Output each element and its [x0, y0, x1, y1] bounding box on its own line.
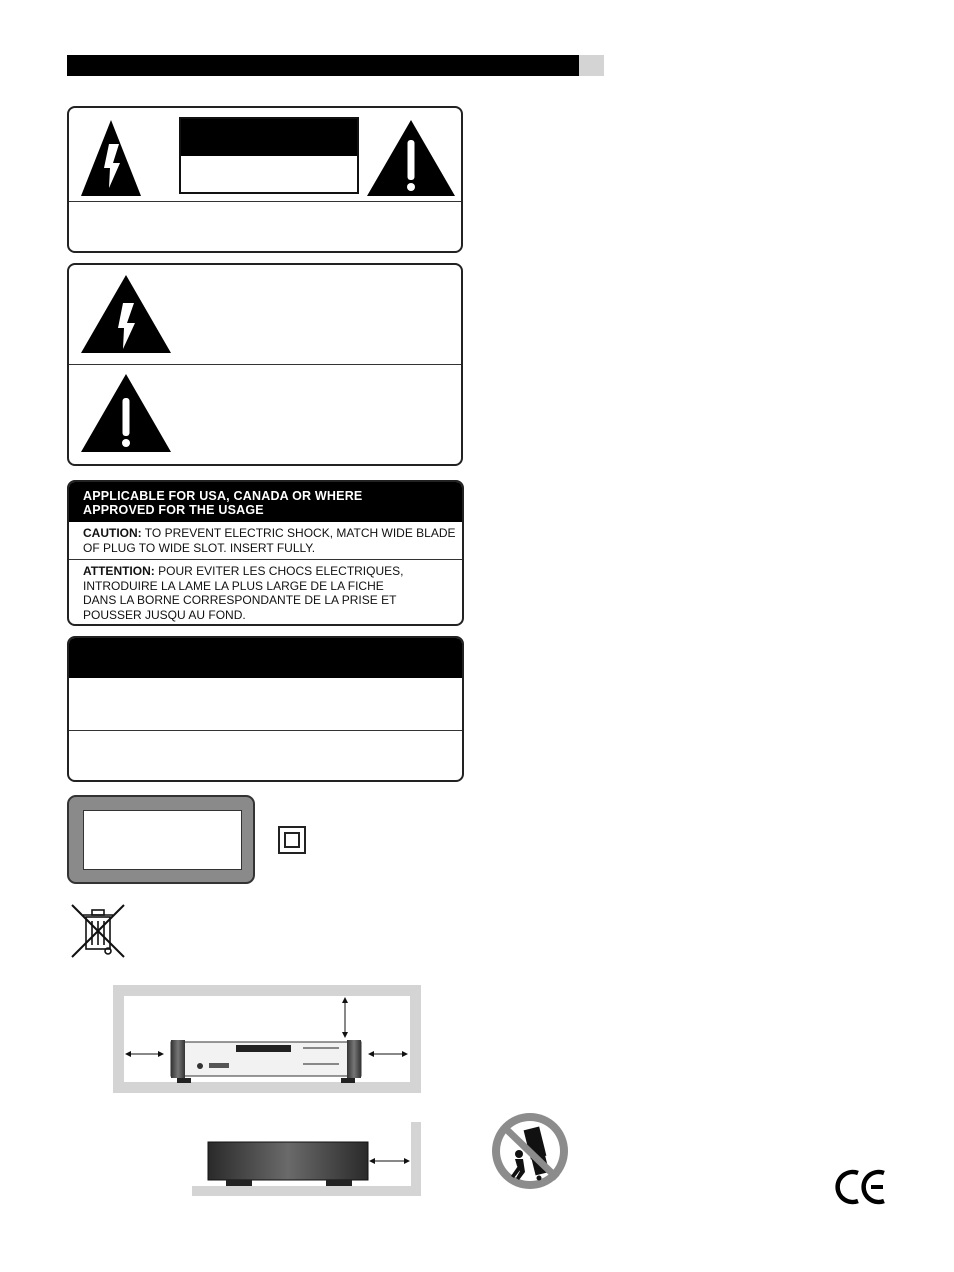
exclamation-triangle-icon [365, 118, 457, 198]
crossed-out-bin-icon [70, 903, 126, 959]
exclamation-triangle-icon [79, 372, 173, 454]
symbol-explanation-box [67, 263, 463, 466]
caution-label-panel [179, 117, 359, 194]
header-bar [67, 55, 579, 76]
plug-notice-box [67, 480, 464, 626]
caution-label-box [67, 106, 463, 253]
plug-notice-heading: APPLICABLE FOR USA, CANADA OR WHERE APPROVED FOR THE USAGE [69, 482, 462, 522]
ventilation-diagram [113, 985, 421, 1093]
lightning-triangle-icon [79, 273, 173, 355]
header-tab [579, 55, 604, 76]
attention-text: ATTENTION: POUR EVITER LES CHOCS ELECTRIQUES, INTRODUIRE LA LAME LA PLUS LARGE DE LA FICHE DANS LA BORNE CORRESPONDANTE DE LA PRISE ET POUSSER JUSQU AU FOND. [83, 564, 404, 622]
no-cart-tip-icon [489, 1110, 571, 1192]
ce-mark-icon [834, 1168, 888, 1206]
caution-text: CAUTION: TO PREVENT ELECTRIC SHOCK, MATCH WIDE BLADE OF PLUG TO WIDE SLOT. INSERT FULLY. [83, 526, 456, 555]
lightning-triangle-icon [79, 118, 143, 198]
double-square-icon [278, 826, 306, 854]
notice-box [67, 636, 464, 782]
side-clearance-diagram [192, 1122, 421, 1196]
laser-product-label [67, 795, 255, 884]
